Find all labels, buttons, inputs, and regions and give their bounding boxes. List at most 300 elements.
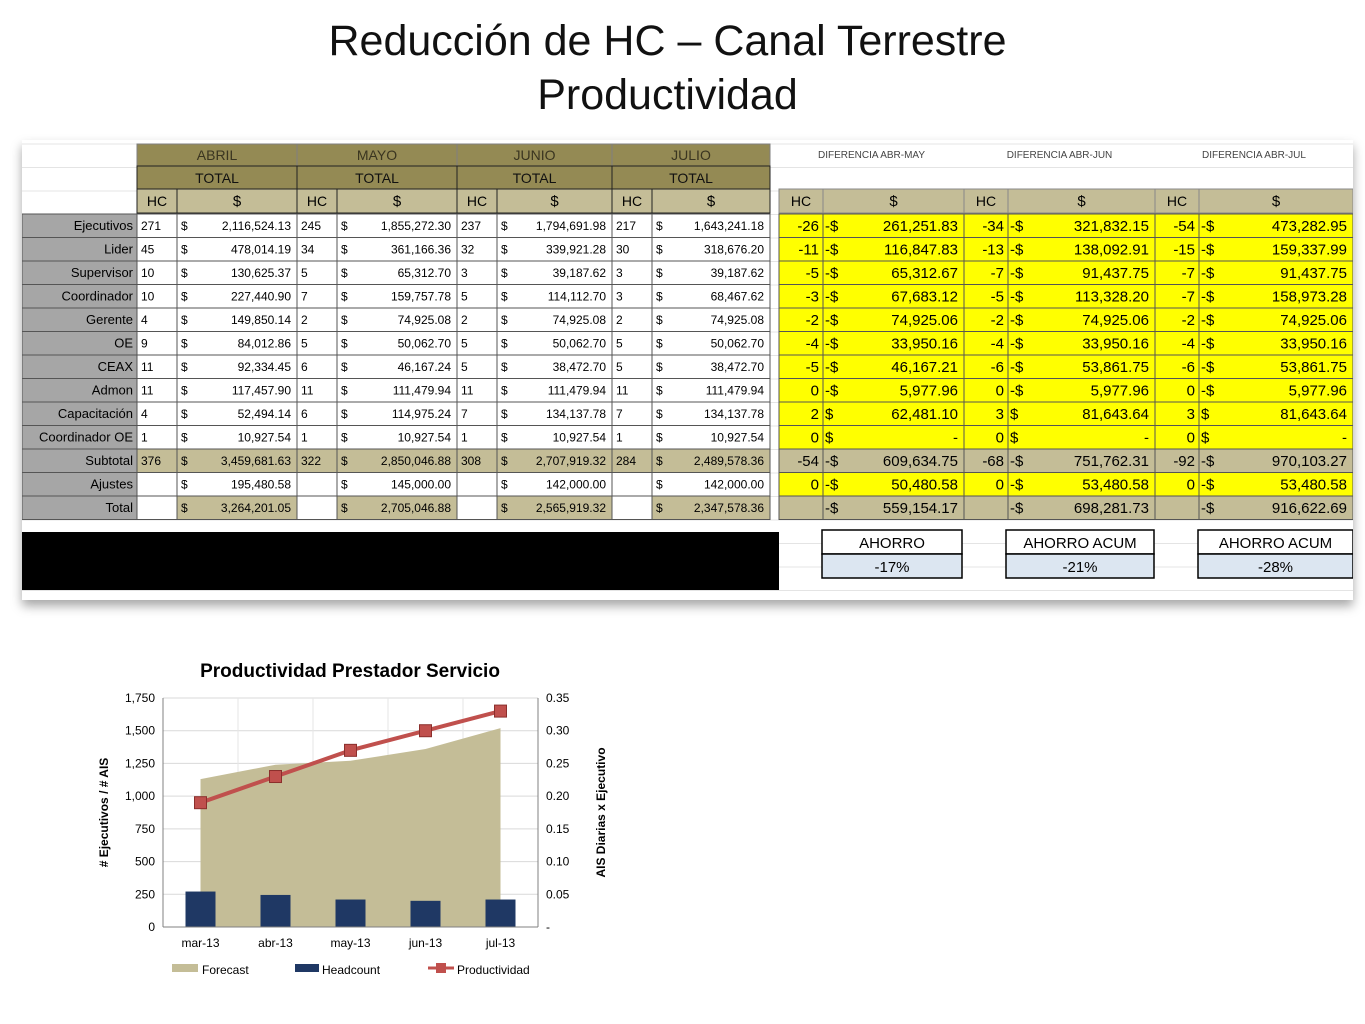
currency-sign: $ [341,383,348,398]
hc-cell [137,473,177,497]
diff-sign: -$ [1201,335,1215,353]
diff-hc-value: -2 [1181,312,1195,329]
diff-amount-value: 33,950.16 [1280,335,1347,353]
right-axis-title: AIS Diarias x Ejecutivo [594,747,608,878]
diff-amount-value: 65,312.67 [891,265,958,282]
currency-sign: $ [341,430,348,445]
left-tick-label: 250 [134,887,155,902]
hc-value: 4 [141,407,148,421]
currency-sign: $ [341,407,348,421]
amount-value: 92,334.45 [237,360,291,374]
row-label: Lider [104,241,133,257]
diff-sign: -$ [1201,453,1215,470]
diff-sign: -$ [1201,359,1215,376]
left-tick-label: 500 [134,854,155,869]
diff-amount-value: 970,103.27 [1271,453,1347,470]
diff-hc-value: 0 [810,429,819,447]
diff-money-header-label: $ [889,193,898,210]
diff-sign: -$ [1010,476,1024,494]
amount-value: 361,166.36 [390,242,451,257]
hc-value: 32 [461,242,475,257]
diff-amount-value: 74,925.06 [1082,312,1149,329]
amount-value: 50,062.70 [710,336,764,351]
currency-sign: $ [501,454,508,468]
hc-cell [297,473,337,497]
amount-value: 38,472.70 [552,360,606,374]
black-band [22,532,779,590]
amount-value: 145,000.00 [390,477,451,492]
hc-cell [137,496,177,520]
currency-sign: $ [181,360,188,374]
diff-hc-value: -54 [1173,218,1195,235]
diff-amount-value: 91,437.75 [1280,265,1347,282]
diff-amount-value: 698,281.73 [1073,500,1149,517]
diff-sign: -$ [825,500,839,517]
diff-header-label: DIFERENCIA ABR-JUL [1202,150,1306,161]
amount-value: 39,187.62 [710,266,764,280]
currency-sign: $ [501,336,508,351]
amount-value: 74,925.08 [397,313,451,327]
amount-value: 38,472.70 [710,360,764,374]
total-header-label: TOTAL [195,170,239,186]
amount-value: 2,707,919.32 [535,454,606,468]
hc-value: 245 [301,219,322,233]
headcount-bar [336,900,366,927]
diff-hc-value: 0 [1186,429,1195,447]
amount-value: 46,167.24 [397,360,451,374]
money-header-label: $ [232,193,242,210]
diff-money-header-label: $ [1077,193,1086,210]
amount-value: 10,927.54 [237,430,291,445]
headcount-bar [486,900,516,927]
row-label: Ejecutivos [73,218,133,233]
diff-hc-value: 0 [995,476,1004,494]
currency-sign: $ [181,219,188,233]
hc-value: 1 [141,430,148,445]
hc-value: 30 [616,242,630,257]
month-header-label: JUNIO [513,147,556,163]
row-label: Total [105,500,133,515]
diff-hc-header-label: HC [1166,193,1188,209]
currency-sign: $ [656,501,663,515]
spreadsheet-image [22,140,1353,600]
hc-value: 45 [141,242,155,257]
hc-value: 5 [461,336,468,351]
diff-amount-value: - [1144,429,1149,447]
productividad-point [420,725,432,737]
right-tick-label: 0.05 [546,887,570,902]
amount-value: 159,757.78 [390,289,451,304]
hc-value: 5 [301,336,308,351]
currency-sign: $ [341,242,348,257]
currency-sign: $ [341,289,348,304]
hc-header-label: HC [146,193,168,209]
diff-hc-cell [779,496,823,520]
left-axis-title: # Ejecutivos / # AIS [97,757,111,868]
diff-hc-value: 0 [995,382,1004,400]
diff-hc-value: -3 [805,288,819,306]
row-label: Ajustes [90,476,133,492]
hc-value: 2 [461,313,468,327]
diff-amount-value: 33,950.16 [1082,335,1149,353]
productividad-point [345,744,357,756]
title-line-2: Productividad [537,71,798,119]
savings-value: -17% [874,559,910,576]
left-tick-label: 750 [134,821,155,836]
amount-value: 2,850,046.88 [380,454,451,468]
diff-hc-value: -4 [1181,335,1195,353]
currency-sign: $ [181,407,188,421]
currency-sign: $ [656,454,663,468]
diff-hc-value: -4 [990,335,1004,353]
forecast-area [201,728,501,927]
diff-amount-value: 609,634.75 [882,453,958,470]
hc-value: 5 [461,360,468,374]
currency-sign: $ [341,313,348,327]
amount-value: 2,489,578.36 [693,454,764,468]
row-label: OE [114,335,133,351]
diff-sign: -$ [1201,382,1215,400]
category-label: jul-13 [485,936,516,950]
amount-value: 111,479.94 [705,383,764,398]
currency-sign: $ [341,266,348,280]
amount-value: 478,014.19 [230,242,291,257]
right-tick-label: 0.10 [546,854,570,869]
diff-sign: -$ [1201,241,1215,259]
diff-sign: -$ [825,453,839,470]
total-header-label: TOTAL [512,170,557,186]
diff-amount-value: 5,977.96 [1288,382,1347,400]
amount-value: 134,137.78 [545,407,606,421]
diff-amount-value: 53,480.58 [1280,476,1347,494]
diff-sign: -$ [1010,288,1024,306]
amount-value: 134,137.78 [703,407,764,421]
currency-sign: $ [656,477,663,492]
left-tick-label: 1,750 [124,691,155,705]
right-tick-label: - [546,920,550,934]
diff-amount-value: 53,861.75 [1280,359,1347,376]
hc-cell [297,496,337,520]
amount-value: 114,975.24 [391,407,451,421]
diff-amount-value: 50,480.58 [891,476,958,494]
hc-value: 1 [616,430,623,445]
savings-label: AHORRO ACUM [1218,535,1333,552]
amount-value: 74,925.08 [710,313,764,327]
diff-amount-value: 53,861.75 [1082,359,1149,376]
left-tick-label: 0 [148,920,155,934]
diff-hc-value: 0 [810,382,819,400]
hc-value: 5 [616,336,623,351]
hc-value: 11 [461,383,474,398]
hc-value: 3 [616,266,623,280]
month-header-label: ABRIL [196,147,238,163]
diff-amount-value: 158,973.28 [1271,288,1347,306]
currency-sign: $ [181,454,188,468]
productividad-point [270,771,282,783]
right-tick-label: 0.15 [546,821,570,836]
diff-amount-value: 46,167.21 [891,359,958,376]
amount-value: 111,479.94 [392,383,451,398]
diff-sign: -$ [1010,453,1024,470]
currency-sign: $ [501,219,508,233]
currency-sign: $ [501,407,508,421]
amount-value: 142,000.00 [703,477,764,492]
hc-header-label: HC [306,193,328,209]
hc-value: 5 [301,266,308,280]
total-header-label: TOTAL [355,170,399,186]
currency-sign: $ [656,289,663,304]
hc-value: 5 [616,360,623,374]
currency-sign: $ [181,383,188,398]
amount-value: 111,479.94 [547,383,606,398]
diff-sign: -$ [1201,312,1215,329]
amount-value: 117,457.90 [231,383,291,398]
amount-value: 10,927.54 [710,430,764,445]
diff-amount-value: 751,762.31 [1073,453,1149,470]
diff-amount-value: 473,282.95 [1271,218,1347,235]
slide-title [0,14,1335,122]
legend-forecast-swatch [172,964,198,972]
savings-label: AHORRO [859,535,925,552]
diff-sign: -$ [1010,359,1024,376]
money-header-label: $ [706,193,716,210]
amount-value: 114,112.70 [547,289,606,304]
amount-value: 2,116,524.13 [221,219,291,233]
diff-hc-value: -15 [1173,241,1195,259]
total-header-label: TOTAL [669,170,713,186]
diff-hc-value: -92 [1173,453,1195,470]
legend-productividad-label: Productividad [457,963,530,977]
currency-sign: $ [181,501,188,515]
amount-value: 318,676.20 [703,242,764,257]
row-label: Coordinador [61,288,133,304]
diff-sign: -$ [1010,382,1024,400]
savings-label: AHORRO ACUM [1023,535,1137,552]
diff-sign: -$ [825,359,839,376]
category-label: mar-13 [181,936,220,950]
diff-sign: -$ [1201,288,1215,306]
diff-amount-value: 113,328.20 [1075,288,1149,306]
legend-headcount-label: Headcount [322,963,381,977]
amount-value: 142,000.00 [545,477,606,492]
amount-value: 39,187.62 [552,266,606,280]
money-header-label: $ [392,193,402,210]
diff-sign: $ [1201,429,1210,447]
diff-hc-cell [964,496,1008,520]
hc-value: 9 [141,336,148,351]
diff-hc-value: -2 [805,312,819,329]
spreadsheet-grid [22,140,1353,600]
hc-value: 7 [301,289,308,304]
diff-hc-value: 0 [1186,382,1195,400]
diff-hc-value: -6 [990,359,1004,376]
diff-amount-cell [823,426,964,450]
hc-value: 3 [616,289,623,304]
category-label: jun-13 [408,936,443,950]
diff-hc-value: -4 [805,335,819,353]
legend-headcount-swatch [295,964,319,972]
amount-value: 3,459,681.63 [220,454,291,468]
diff-amount-value: 74,925.06 [1280,312,1347,329]
diff-hc-value: -68 [982,453,1004,470]
diff-hc-value: -7 [1181,288,1195,306]
hc-cell [612,473,652,497]
currency-sign: $ [656,336,663,351]
hc-value: 2 [301,313,308,327]
amount-value: 130,625.37 [230,266,291,280]
diff-amount-cell [1008,426,1155,450]
diff-hc-value: -34 [982,218,1004,235]
productivity-chart [90,650,630,990]
savings-value: -28% [1257,559,1294,576]
diff-hc-value: -5 [805,265,819,282]
hc-value: 4 [141,313,148,327]
right-tick-label: 0.20 [546,789,570,804]
currency-sign: $ [181,266,188,280]
currency-sign: $ [501,430,508,445]
diff-sign: -$ [825,335,839,353]
headcount-bar [186,892,216,927]
left-tick-label: 1,000 [124,789,155,804]
chart-title: Productividad Prestador Servicio [200,661,500,682]
category-label: may-13 [330,936,371,950]
hc-cell [457,496,497,520]
hc-value: 322 [301,454,322,468]
diff-amount-value: 33,950.16 [891,335,958,353]
diff-sign: -$ [1201,265,1215,282]
currency-sign: $ [656,219,663,233]
currency-sign: $ [501,242,508,257]
diff-hc-cell [1155,496,1199,520]
month-header-label: JULIO [671,147,711,163]
currency-sign: $ [181,289,188,304]
diff-hc-value: -7 [990,265,1004,282]
hc-value: 271 [141,219,162,233]
headcount-bar [411,901,441,927]
diff-header-label: DIFERENCIA ABR-JUN [1006,150,1113,161]
diff-hc-header-label: HC [790,193,812,209]
diff-amount-cell [1199,426,1353,450]
diff-amount-value: 81,643.64 [1280,406,1347,423]
diff-hc-value: 0 [810,476,819,494]
currency-sign: $ [501,383,508,398]
hc-cell [457,473,497,497]
hc-header-label: HC [466,193,488,209]
hc-value: 1 [301,430,308,445]
hc-value: 10 [141,289,155,304]
diff-sign: -$ [825,265,839,282]
diff-sign: $ [1010,406,1019,423]
diff-sign: -$ [825,382,839,400]
row-label: CEAX [97,359,133,374]
right-tick-label: 0.30 [546,723,570,738]
diff-amount-value: 138,092.91 [1073,241,1149,259]
currency-sign: $ [341,360,348,374]
category-label: abr-13 [258,936,293,950]
currency-sign: $ [501,313,508,327]
amount-value: 339,921.28 [545,242,606,257]
hc-value: 284 [616,454,637,468]
diff-sign: $ [1010,429,1019,447]
money-header-label: $ [550,193,559,210]
amount-value: 149,850.14 [230,313,291,327]
diff-hc-value: -2 [990,312,1004,329]
diff-sign: -$ [1010,241,1024,259]
hc-value: 376 [141,454,162,468]
diff-sign: -$ [1010,335,1024,353]
currency-sign: $ [656,266,663,280]
hc-value: 217 [616,219,637,233]
hc-value: 5 [461,289,468,304]
diff-sign: -$ [825,312,839,329]
diff-sign: $ [1201,406,1210,423]
amount-value: 10,927.54 [552,430,606,445]
hc-value: 6 [301,407,308,421]
diff-sign: -$ [825,218,839,235]
currency-sign: $ [501,477,508,492]
diff-hc-header-label: HC [975,193,997,209]
diff-sign: -$ [825,288,839,306]
hc-value: 308 [461,454,482,468]
diff-hc-value: 0 [995,429,1004,447]
diff-sign: -$ [1010,312,1024,329]
diff-header-label: DIFERENCIA ABR-MAY [817,150,926,161]
legend-forecast-label: Forecast [202,963,249,977]
diff-sign: $ [825,406,834,423]
diff-amount-value: 559,154.17 [882,500,958,517]
currency-sign: $ [656,430,663,445]
currency-sign: $ [656,383,663,398]
currency-sign: $ [181,336,188,351]
diff-amount-value: 74,925.06 [891,312,958,329]
hc-value: 7 [461,407,468,421]
amount-value: 1,855,272.30 [380,219,451,233]
currency-sign: $ [181,430,188,445]
hc-value: 10 [141,266,155,280]
row-label: Subtotal [85,453,133,468]
amount-value: 1,794,691.98 [535,219,606,233]
amount-value: 2,347,578.36 [693,501,764,515]
currency-sign: $ [341,454,348,468]
currency-sign: $ [341,477,348,492]
diff-hc-value: -26 [797,218,819,235]
hc-value: 3 [461,266,468,280]
diff-hc-value: -6 [1181,359,1195,376]
currency-sign: $ [501,289,508,304]
diff-amount-value: 261,251.83 [882,218,958,235]
diff-sign: -$ [825,476,839,494]
productividad-point [495,705,507,717]
diff-amount-value: 62,481.10 [891,406,958,423]
diff-amount-value: 53,480.58 [1082,476,1149,494]
currency-sign: $ [656,242,663,257]
left-tick-label: 1,250 [124,756,155,771]
amount-value: 74,925.08 [552,313,606,327]
diff-hc-value: 0 [1186,476,1195,494]
diff-hc-value: -13 [982,241,1004,259]
amount-value: 50,062.70 [397,336,451,351]
left-tick-label: 1,500 [124,723,155,738]
amount-value: 195,480.58 [230,477,291,492]
diff-hc-value: -7 [1181,265,1195,282]
currency-sign: $ [656,407,663,421]
amount-value: 84,012.86 [237,336,291,351]
diff-hc-value: -5 [990,288,1004,306]
chart-svg [90,650,630,990]
currency-sign: $ [181,242,188,257]
hc-value: 1 [461,430,468,445]
row-label: Gerente [86,312,133,327]
